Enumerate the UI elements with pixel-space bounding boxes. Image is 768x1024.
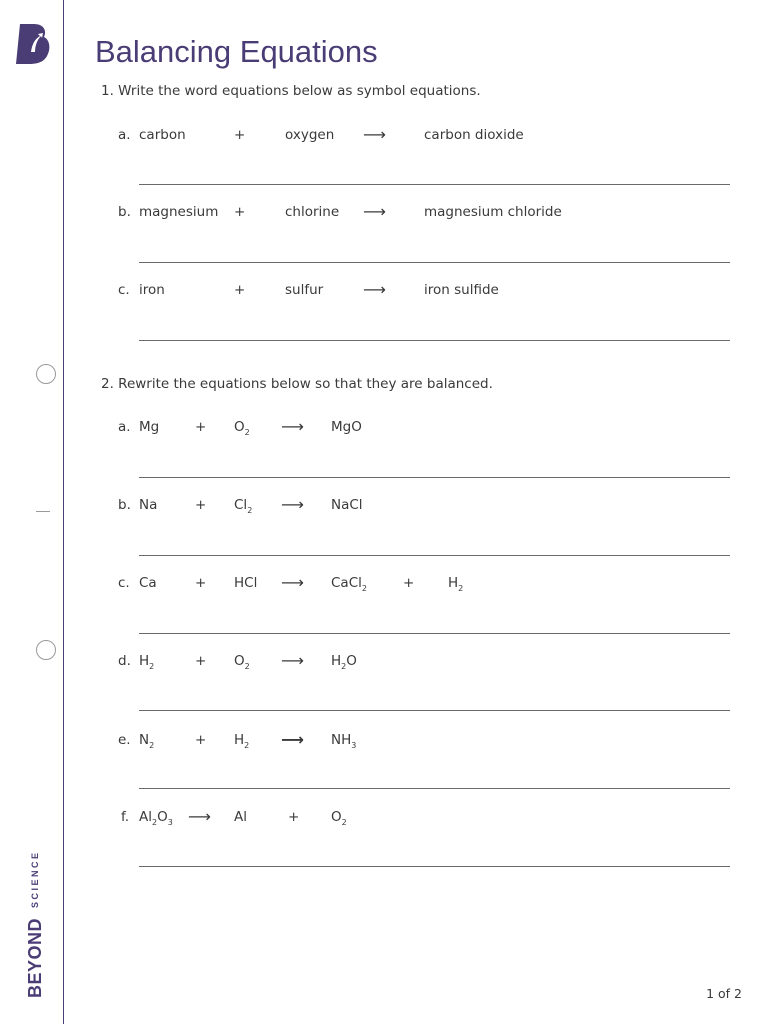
reactant-1: magnesium <box>139 204 219 220</box>
reactant-1: $H_2$ <box>139 653 155 671</box>
product-1: CaCl$_2$ <box>331 575 367 593</box>
reactant-2: sulfur <box>285 282 324 298</box>
punch-mark <box>36 511 50 512</box>
reactant-2: HCl <box>234 575 258 591</box>
reaction-arrow-icon: ⟶ <box>281 417 304 436</box>
reactant-2: oxygen <box>285 127 335 143</box>
reactant-2: $O_2$ <box>234 653 250 671</box>
plus-sign: + <box>234 204 246 220</box>
item-letter: a. <box>118 127 131 143</box>
answer-line <box>139 788 730 789</box>
reaction-arrow-icon: ⟶ <box>281 573 304 592</box>
item-letter: b. <box>118 204 131 220</box>
item-letter: c. <box>118 575 130 591</box>
product-1: carbon dioxide <box>424 127 524 143</box>
binder-hole-bottom <box>36 640 56 660</box>
item-letter: f. <box>121 809 130 825</box>
plus-sign: + <box>195 419 207 435</box>
answer-line <box>139 710 730 711</box>
plus-sign: + <box>288 809 300 825</box>
beyond-logo-icon <box>14 22 52 66</box>
product-2: $H_2$ <box>448 575 464 593</box>
plus-sign: + <box>234 127 246 143</box>
brand-wordmark <box>22 842 48 1002</box>
binder-hole-top <box>36 364 56 384</box>
product-1: magnesium chloride <box>424 204 562 220</box>
answer-line <box>139 262 730 263</box>
reactant-2: $O_2$ <box>234 419 250 437</box>
product-1: iron sulfide <box>424 282 499 298</box>
reaction-arrow-icon: ⟶ <box>363 202 386 221</box>
reaction-arrow-icon: ⟶ <box>188 807 211 826</box>
product-1: $NH_3$ <box>331 732 357 750</box>
plus-sign: + <box>195 653 207 669</box>
product-2: $O_2$ <box>331 809 347 827</box>
brand-wordmark-main: BEYOND <box>25 917 45 998</box>
reactant-1: iron <box>139 282 165 298</box>
reactant-1: $Al_2O_3$ <box>139 809 173 827</box>
reactant-1: Na <box>139 497 158 513</box>
reactant-1: $N_2$ <box>139 732 155 750</box>
page-title: Balancing Equations <box>95 34 378 69</box>
reactant-2: $H_2$ <box>234 732 250 750</box>
product-1: $H_2O$ <box>331 653 357 671</box>
answer-line <box>139 184 730 185</box>
product-1: Al <box>234 809 247 825</box>
item-letter: a. <box>118 419 131 435</box>
reactant-2: $Cl_2$ <box>234 497 253 515</box>
item-letter: e. <box>118 732 131 748</box>
answer-line <box>139 866 730 867</box>
reactant-2: chlorine <box>285 204 340 220</box>
reaction-arrow-icon: ⟶ <box>281 730 304 749</box>
margin-rule <box>63 0 64 1024</box>
product-1: NaCl <box>331 497 363 513</box>
answer-line <box>139 477 730 478</box>
reactant-1: Mg <box>139 419 160 435</box>
plus-sign: + <box>195 732 207 748</box>
plus-sign: + <box>195 497 207 513</box>
page-number: 1 of 2 <box>706 986 742 1001</box>
reaction-arrow-icon: ⟶ <box>281 495 304 514</box>
answer-line <box>139 633 730 634</box>
item-letter: d. <box>118 653 131 669</box>
product-1: MgO <box>331 419 362 435</box>
brand-wordmark-sub: SCIENCE <box>30 850 40 908</box>
plus-sign: + <box>234 282 246 298</box>
reaction-arrow-icon: ⟶ <box>281 651 304 670</box>
reactant-1: carbon <box>139 127 186 143</box>
reaction-arrow-icon: ⟶ <box>363 125 386 144</box>
reaction-arrow-icon: ⟶ <box>363 280 386 299</box>
item-letter: b. <box>118 497 131 513</box>
question-1-prompt: 1. Write the word equations below as symbol equations. <box>101 83 481 99</box>
plus-sign: + <box>403 575 415 591</box>
plus-sign: + <box>195 575 207 591</box>
item-letter: c. <box>118 282 130 298</box>
question-2-prompt: 2. Rewrite the equations below so that they are balanced. <box>101 376 493 392</box>
answer-line <box>139 340 730 341</box>
answer-line <box>139 555 730 556</box>
reactant-1: Ca <box>139 575 157 591</box>
